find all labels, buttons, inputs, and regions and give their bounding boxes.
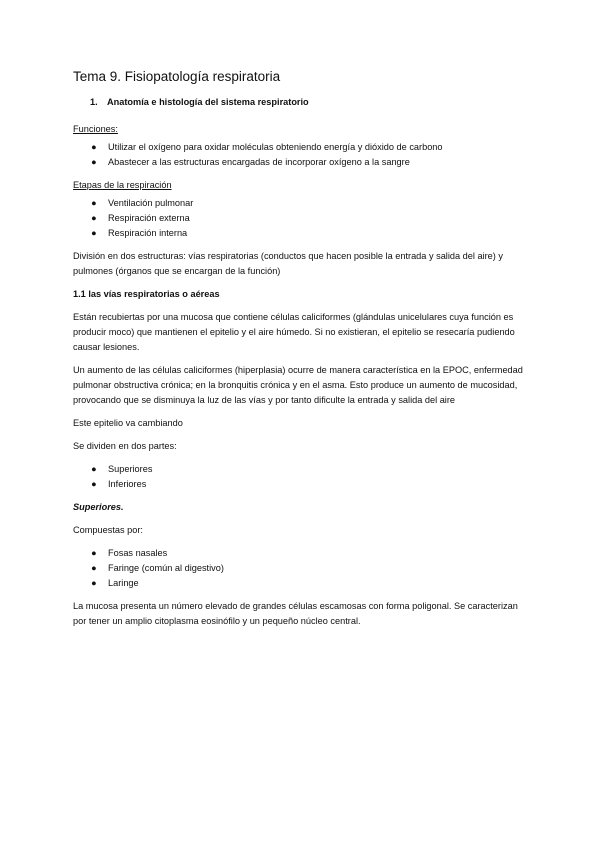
bullet-icon: ●	[91, 464, 97, 474]
compuestas-paragraph: Compuestas por:	[73, 525, 143, 535]
bullet-icon: ●	[91, 563, 97, 573]
epitelio-paragraph: Este epitelio va cambiando	[73, 418, 183, 428]
list-item-text: Faringe (común al digestivo)	[108, 563, 224, 573]
list-item-text: Respiración externa	[108, 213, 190, 223]
celulas-escamosas-paragraph: La mucosa presenta un número elevado de grandes células escamosas con forma poligonal. Se caracterizan por tener un amplio citoplasma eosinófilo y un pequeño núcleo central.	[73, 601, 518, 626]
hiperplasia-paragraph: Un aumento de las células caliciformes (hiperplasia) ocurre de manera característica en la EPOC, enfermedad pulmonar obstructiva crónica; en la bronquitis crónica y en el asma. Esto produce un aumento de mucosidad, provocando que se disminuya la luz de las vías y por tanto dificulte la entrada y salida del aire	[73, 365, 523, 405]
section-heading-1-1: 1.1 las vías respiratorias o aéreas	[73, 289, 220, 299]
bullet-icon: ●	[91, 228, 97, 238]
list-item	[91, 155, 533, 170]
list-item	[91, 462, 533, 477]
funciones-list	[73, 140, 533, 170]
bullet-icon: ●	[91, 548, 97, 558]
section-label: Anatomía e histología del sistema respiratorio	[107, 97, 309, 107]
list-item	[91, 211, 533, 226]
bullet-icon: ●	[91, 578, 97, 588]
funciones-heading: Funciones:	[73, 124, 118, 134]
list-item	[91, 477, 533, 492]
etapas-heading: Etapas de la respiración	[73, 180, 172, 190]
list-item-text: Laringe	[108, 578, 139, 588]
list-item-text: Utilizar el oxígeno para oxidar moléculas obteniendo energía y dióxido de carbono	[108, 142, 443, 152]
mucosa-paragraph: Están recubiertas por una mucosa que contiene células caliciformes (glándulas unicelulares cuya función es producir moco) que mantienen el epitelio y el aire húmedo. Si no existieran, el epitelio se resecaría pudiendo causar lesiones.	[73, 312, 515, 352]
list-item	[91, 196, 533, 211]
list-item	[91, 561, 533, 576]
section-heading-1	[90, 95, 533, 110]
superiores-heading: Superiores.	[73, 502, 124, 512]
section-number: 1.	[90, 97, 98, 107]
bullet-icon: ●	[91, 198, 97, 208]
list-item-text: Fosas nasales	[108, 548, 168, 558]
bullet-icon: ●	[91, 479, 97, 489]
bullet-icon: ●	[91, 213, 97, 223]
compuestas-list	[73, 546, 533, 591]
list-item-text: Superiores	[108, 464, 153, 474]
list-item-text: Ventilación pulmonar	[108, 198, 194, 208]
partes-list	[73, 462, 533, 492]
document-title: Tema 9. Fisiopatología respiratoria	[73, 69, 281, 84]
document-page	[73, 68, 533, 637]
list-item	[91, 546, 533, 561]
etapas-list	[73, 196, 533, 241]
list-item-text: Respiración interna	[108, 228, 188, 238]
list-item-text: Abastecer a las estructuras encargadas de incorporar oxígeno a la sangre	[108, 157, 410, 167]
list-item	[91, 226, 533, 241]
division-paragraph: División en dos estructuras: vías respiratorias (conductos que hacen posible la entrada y salida del aire) y pulmones (órganos que se encargan de la función)	[73, 251, 503, 276]
bullet-icon: ●	[91, 142, 97, 152]
list-item	[91, 576, 533, 591]
division-partes-paragraph: Se dividen en dos partes:	[73, 441, 177, 451]
list-item-text: Inferiores	[108, 479, 147, 489]
bullet-icon: ●	[91, 157, 97, 167]
list-item	[91, 140, 533, 155]
